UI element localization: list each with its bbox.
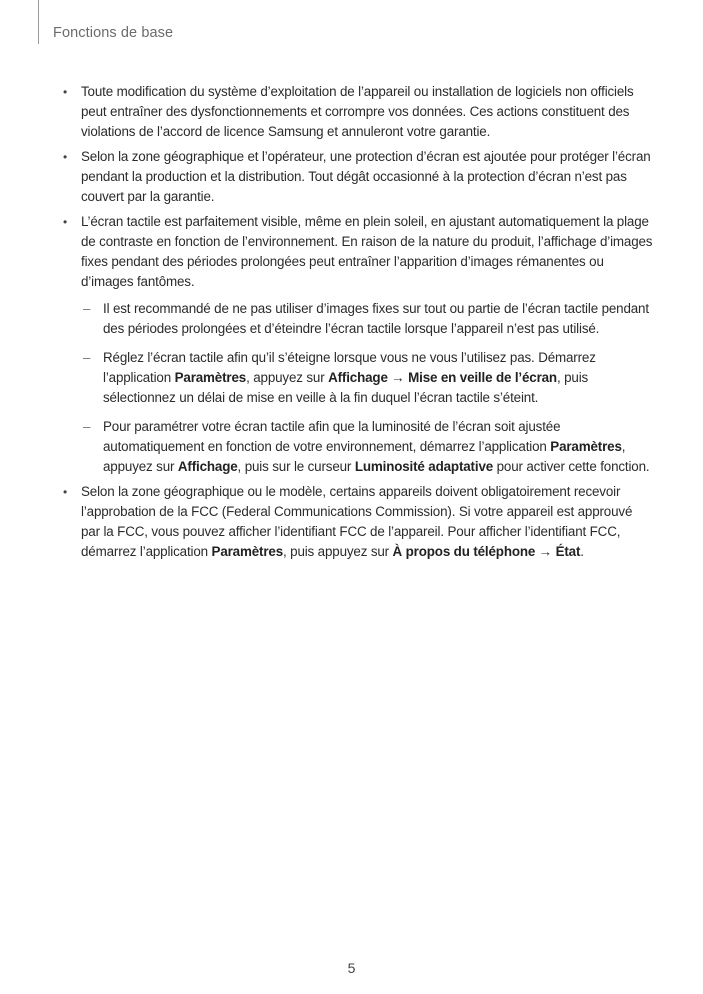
sub-item xyxy=(83,417,653,477)
bold-term: Paramètres xyxy=(550,439,622,454)
sub-item-text: Pour paramétrer votre écran tactile afin que la luminosité de l’écran soit ajustée automatiquement en fonction de votre environnement, démarrez l’application Paramètres, appuyez sur Affichage, puis sur le curseur Luminosité adaptative pour activer cette fonction. xyxy=(103,419,650,474)
bullet-icon: • xyxy=(63,150,68,164)
bold-term: Affichage → Mise en veille de l’écran xyxy=(328,370,557,385)
dash-icon: – xyxy=(83,301,91,316)
dash-icon: – xyxy=(83,350,91,365)
dash-icon: – xyxy=(83,419,91,434)
bold-term: Paramètres xyxy=(174,370,247,385)
bullet-text: L’écran tactile est parfaitement visible, même en plein soleil, en ajustant automatiquement la plage de contraste en fonction de l’environnement. En raison de la nature du produit, l’affichage d’images fixes pendant des périodes prolongées peut entraîner l’apparition d’images rémanentes ou d’images fantômes. xyxy=(81,214,653,289)
sub-item-text: Réglez l’écran tactile afin qu’il s’éteigne lorsque vous ne vous l’utilisez pas. Démarrez l’application Paramètres, appuyez sur Affichage → Mise en veille de l’écran, puis sélectionnez un délai de mise en veille à la fin duquel l’écran tactile s’éteint. xyxy=(103,350,596,405)
page-content xyxy=(63,82,653,567)
bullet-item xyxy=(63,82,653,142)
bullet-text: Selon la zone géographique et l’opérateur, une protection d’écran est ajoutée pour protéger l’écran pendant la production et la distribution. Tout dégât occasionné à la protection d’écran n’est pas couvert par la garantie. xyxy=(81,149,651,204)
sub-item xyxy=(83,348,653,408)
bullet-icon: • xyxy=(63,485,68,499)
bullet-text: Toute modification du système d’exploitation de l’appareil ou installation de logiciels non officiels peut entraîner des dysfonctionnements et corrompre vos données. Ces actions constituent des violations de l’accord de licence Samsung et annuleront votre garantie. xyxy=(81,84,634,139)
bold-term: Affichage xyxy=(177,459,238,474)
bullet-item xyxy=(63,147,653,207)
bullet-item xyxy=(63,482,653,562)
sub-list xyxy=(83,299,653,477)
bold-term: Luminosité adaptative xyxy=(354,459,494,474)
sub-item xyxy=(83,299,653,339)
bullet-item xyxy=(63,212,653,477)
header-rule xyxy=(38,0,39,44)
section-title: Fonctions de base xyxy=(53,25,174,41)
bold-term: À propos du téléphone → État xyxy=(392,544,581,559)
page-number: 5 xyxy=(347,960,356,976)
bold-term: Paramètres xyxy=(211,544,283,559)
bullet-icon: • xyxy=(63,85,68,99)
bullet-icon: • xyxy=(63,215,68,229)
bullet-text: Selon la zone géographique ou le modèle, certains appareils doivent obligatoirement recevoir l’approbation de la FCC (Federal Communications Commission). Si votre appareil est approuvé par la FCC, vous pouvez afficher l’identifiant FCC de l’appareil. Pour afficher l’identifiant FCC, démarrez l’application Paramètres, puis appuyez sur À propos du téléphone → État. xyxy=(81,484,633,559)
sub-item-text: Il est recommandé de ne pas utiliser d’images fixes sur tout ou partie de l’écran tactile pendant des périodes prolongées et d’éteindre l’écran tactile lorsque l’appareil n’est pas utilisé. xyxy=(103,301,649,336)
